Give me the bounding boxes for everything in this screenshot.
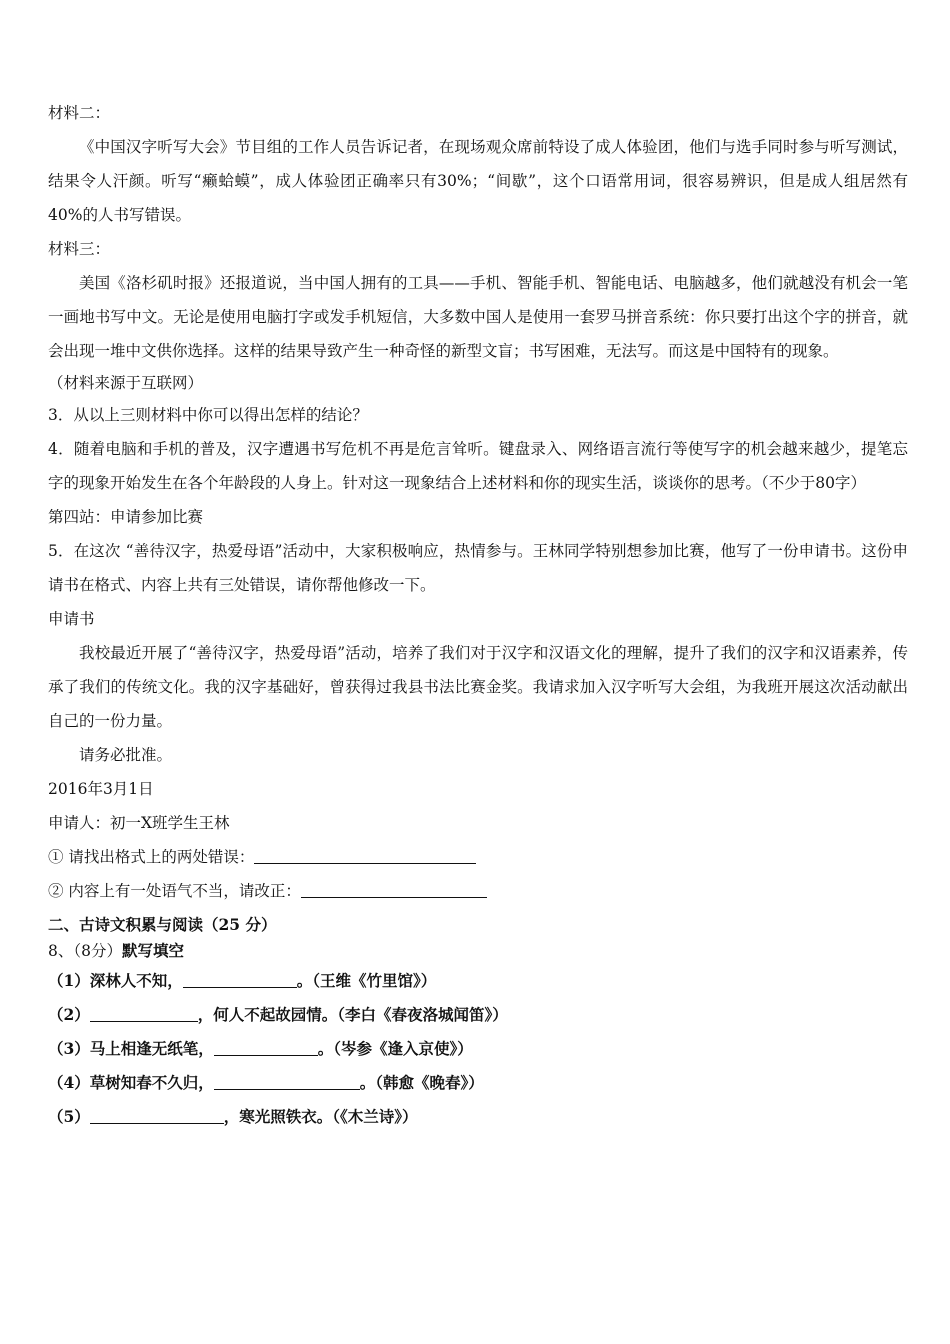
question-5-sub-2 [48,874,908,908]
question-5-sub-1 [48,840,908,874]
application-title: 申请书 [48,610,95,628]
station-4-heading: 第四站：申请参加比赛 [48,508,204,526]
question-8-number: 8、（8分） [48,942,122,960]
application-body: 我校最近开展了“善待汉字，热爱母语”活动，培养了我们对于汉字和汉语文化的理解，提升了我们的汉字和汉语素养，传承了我们的传统文化。我的汉字基础好，曾获得过我县书法比赛金奖。我请求加入汉字听写大会组，为我班开展这次活动献出自己的一份力量。 [48,644,908,730]
material3-label: 材料三： [48,240,111,258]
question-5-sub-2-label: ② 内容上有一处语气不当，请改正： [48,882,301,900]
answer-blank[interactable] [254,847,476,864]
source-note: （材料来源于互联网） [48,374,204,392]
section-2-title: 二、古诗文积累与阅读（25 分） [48,915,277,934]
application-applicant: 申请人：初一X班学生王林 [48,814,230,832]
question-3: 3．从以上三则材料中你可以得出怎样的结论？ [48,406,368,424]
application-closing: 请务必批准。 [79,746,173,764]
q8-item-suffix: ，寒光照铁衣。（《木兰诗》） [223,1107,418,1126]
q8-item-prefix: （4）草树知春不久归， [48,1073,214,1092]
q8-item-suffix: 。（王维《竹里馆》） [296,971,437,990]
q8-item-3 [48,1032,908,1066]
q8-item-1 [48,964,908,998]
q8-item-suffix: ，何人不起故园情。（李白《春夜洛城闻笛》） [197,1005,508,1024]
q8-item-5 [48,1100,908,1134]
question-5-sub-1-label: ① 请找出格式上的两处错误： [48,848,255,866]
answer-blank[interactable] [214,1073,360,1090]
answer-blank[interactable] [214,1039,318,1056]
answer-blank[interactable] [90,1107,224,1124]
material3-text: 美国《洛杉矶时报》还报道说，当中国人拥有的工具——手机、智能手机、智能电话、电脑越多，他们就越没有机会一笔一画地书写中文。无论是使用电脑打字或发手机短信，大多数中国人是使用一套罗马拼音系统：你只要打出这个字的拼音，就会出现一堆中文供你选择。这样的结果导致产生一种奇怪的新型文盲；书写困难，无法写。而这是中国特有的现象。 [48,274,908,360]
question-5: 5．在这次 “善待汉字，热爱母语”活动中，大家积极响应，热情参与。王林同学特别想参加比赛，他写了一份申请书。这份申请书在格式、内容上共有三处错误，请你帮他修改一下。 [48,542,908,594]
question-8-heading [48,938,908,964]
answer-blank[interactable] [301,881,487,898]
application-date: 2016年3月1日 [48,780,154,798]
answer-blank[interactable] [183,971,297,988]
q8-item-prefix: （2） [48,1005,90,1024]
q8-item-4 [48,1066,908,1100]
question-8-title: 默写填空 [121,941,184,960]
q8-item-2 [48,998,908,1032]
material2-label: 材料二： [48,104,111,122]
material2-text: 《中国汉字听写大会》节目组的工作人员告诉记者，在现场观众席前特设了成人体验团，他们与选手同时参与听写测试，结果令人汗颜。听写“癞蛤蟆”，成人体验团正确率只有30%；“间歇”，这个口语常用词，很容易辨识，但是成人组居然有40%的人书写错误。 [48,138,908,224]
q8-item-suffix: 。（岑参《逢入京使》） [317,1039,473,1058]
q8-item-prefix: （3）马上相逢无纸笔， [48,1039,214,1058]
document-page [48,96,908,1134]
question-4: 4．随着电脑和手机的普及，汉字遭遇书写危机不再是危言耸听。键盘录入、网络语言流行等使写字的机会越来越少，提笔忘字的现象开始发生在各个年龄段的人身上。针对这一现象结合上述材料和你的现实生活，谈谈你的思考。（不少于80字） [48,440,908,492]
answer-blank[interactable] [90,1005,198,1022]
q8-item-suffix: 。（韩愈《晚春》） [359,1073,484,1092]
q8-item-prefix: （1）深林人不知， [48,971,183,990]
q8-item-prefix: （5） [48,1107,90,1126]
